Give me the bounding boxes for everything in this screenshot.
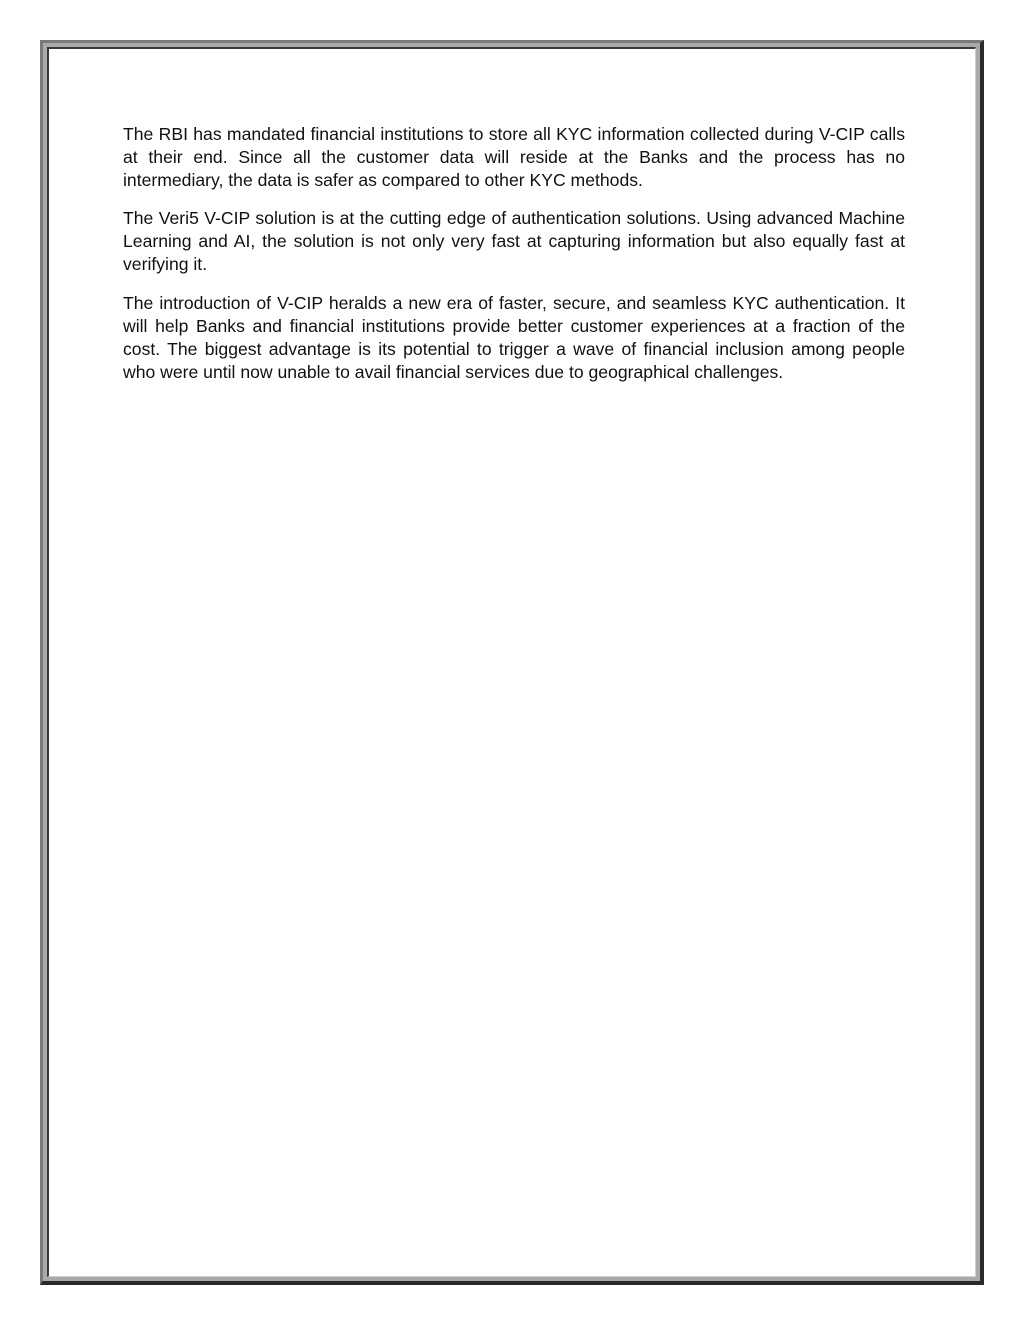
paragraph-rbi-mandate: The RBI has mandated financial institutions to store all KYC information collected during V-CIP calls at their end. Since all the customer data will reside at the Banks and the process has no intermediary, the data is safer as compared to other KYC methods. (123, 124, 905, 191)
document-page (47, 47, 976, 1277)
document-body (123, 123, 905, 399)
page-border (40, 40, 984, 1285)
paragraph-vcip-introduction: The introduction of V-CIP heralds a new era of faster, secure, and seamless KYC authentication. It will help Banks and financial institutions provide better customer experiences at a fraction of the cost. The biggest advantage is its potential to trigger a wave of financial inclusion among people who were until now unable to avail financial services due to geographical challenges. (123, 292, 905, 382)
paragraph-veri5-solution: The Veri5 V-CIP solution is at the cutting edge of authentication solutions. Using advanced Machine Learning and AI, the solution is not only very fast at capturing information but also equally fast at verifying it. (123, 208, 905, 275)
